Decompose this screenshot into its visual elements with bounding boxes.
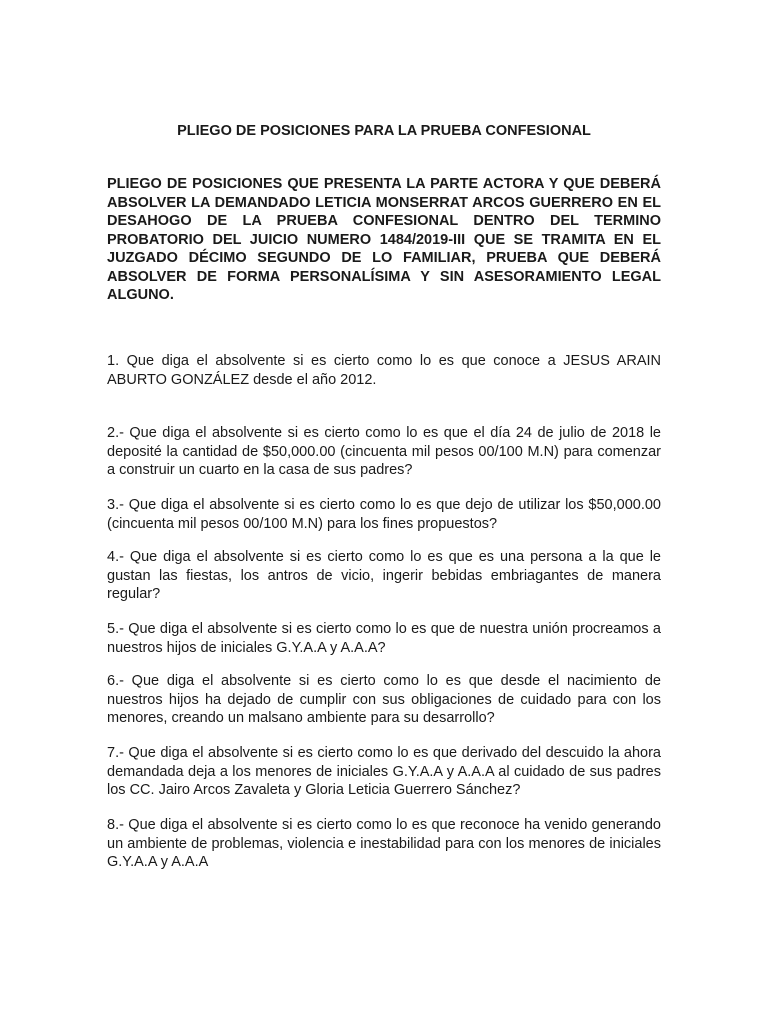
question-4: 4.- Que diga el absolvente si es cierto como lo es que es una persona a la que le gustan las fiestas, los antros de vicio, ingerir bebidas embriagantes de manera regular? (107, 549, 661, 602)
question-6: 6.- Que diga el absolvente si es cierto como lo es que desde el nacimiento de nuestros hijos ha dejado de cumplir con sus obligaciones de cuidado para con los menores, creando un malsano ambiente para su desarrollo? (107, 673, 661, 726)
question-1: 1. Que diga el absolvente si es cierto como lo es que conoce a JESUS ARAIN ABURTO GONZÁLEZ desde el año 2012. (107, 353, 661, 388)
question-5: 5.- Que diga el absolvente si es cierto como lo es que de nuestra unión procreamos a nuestros hijos de iniciales G.Y.A.A y A.A.A? (107, 621, 661, 656)
question-7: 7.- Que diga el absolvente si es cierto como lo es que derivado del descuido la ahora demandada deja a los menores de iniciales G.Y.A.A y A.A.A al cuidado de sus padres los CC. Jairo Arcos Zavaleta y Gloria Leticia Guerrero Sánchez? (107, 745, 661, 798)
question-3: 3.- Que diga el absolvente si es cierto como lo es que dejo de utilizar los $50,000.00 (cincuenta mil pesos 00/100 M.N) para los fines propuestos? (107, 497, 661, 532)
intro-paragraph: PLIEGO DE POSICIONES QUE PRESENTA LA PARTE ACTORA Y QUE DEBERÁ ABSOLVER LA DEMANDADO LETICIA MONSERRAT ARCOS GUERRERO EN EL DESAHOGO DE LA PRUEBA CONFESIONAL DENTRO DEL TERMINO PROBATORIO DEL JUICIO NUMERO 1484/2019-III QUE SE TRAMITA EN EL JUZGADO DÉCIMO SEGUNDO DE LO FAMILIAR, PRUEBA QUE DEBERÁ ABSOLVER DE FORMA PERSONALÍSIMA Y SIN ASESORAMIENTO LEGAL ALGUNO. (107, 176, 661, 303)
question-8: 8.- Que diga el absolvente si es cierto como lo es que reconoce ha venido generando un ambiente de problemas, violencia e inestabilidad para con los menores de iniciales G.Y.A.A y A.A.A (107, 817, 661, 870)
document-title: PLIEGO DE POSICIONES PARA LA PRUEBA CONFESIONAL (177, 123, 591, 139)
question-2: 2.- Que diga el absolvente si es cierto como lo es que el día 24 de julio de 2018 le deposité la cantidad de $50,000.00 (cincuenta mil pesos 00/100 M.N) para comenzar a construir un cuarto en la casa de sus padres? (107, 425, 661, 478)
